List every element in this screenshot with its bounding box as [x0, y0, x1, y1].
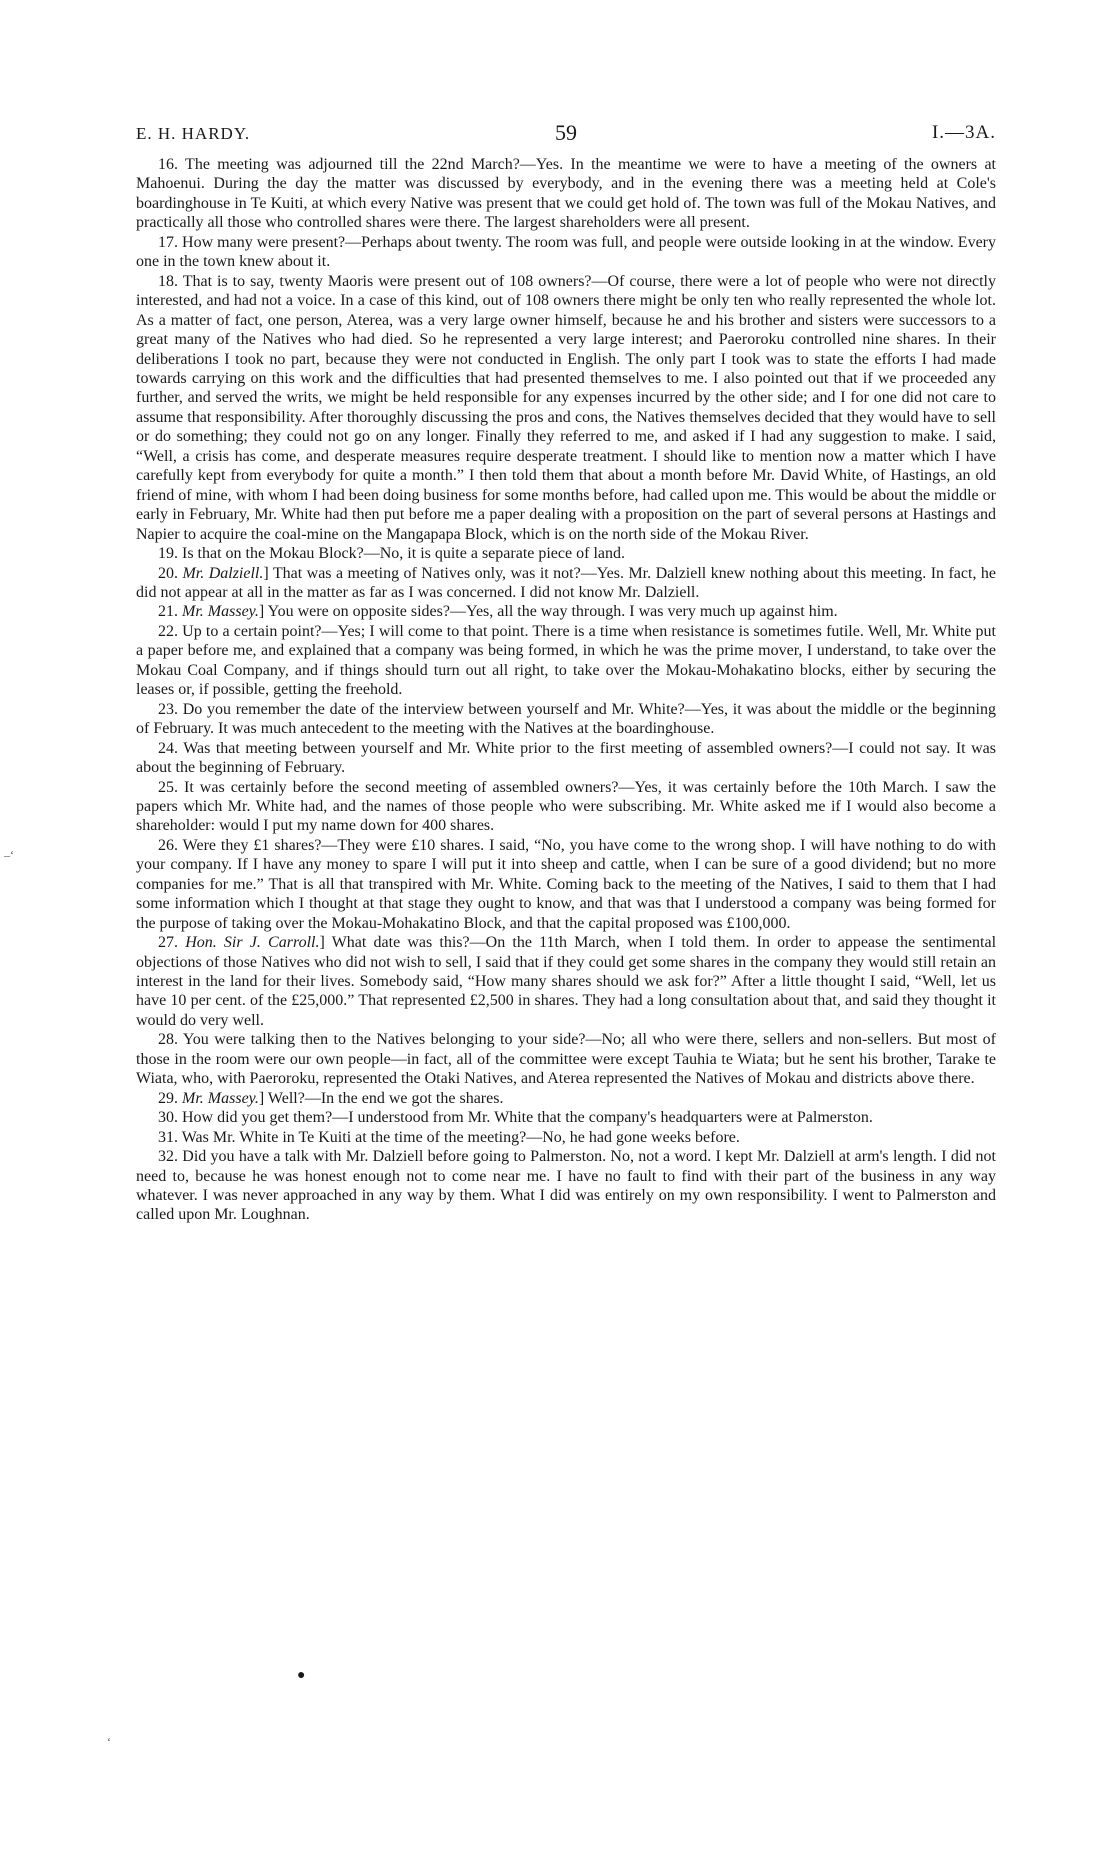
paragraph-30: 30. How did you get them?—I understood from Mr. White that the company's headquarters were at Palmerston.	[158, 1109, 873, 1127]
paragraph-23: 23. Do you remember the date of the interview between yourself and Mr. White?—Yes, it was about the middle or the beginning of February. It was much antecedent to the meeting with the Natives at the boardinghouse.	[136, 700, 996, 738]
paragraph-18: 18. That is to say, twenty Maoris were present out of 108 owners?—Of course, there were a lot of people who were not directly interested, and had not a voice. In a case of this kind, out of 108 owners there might be only ten who really represented the whole lot. As a matter of fact, one person, Aterea, was a very large owner himself, because he and his brother and sisters were successors to a great many of the Natives who had died. So he represented a very large interest; and Paeroroku controlled nine shares. In their deliberations I took no part, because they were not conducted in English. The only part I took was to state the efforts I had made towards carrying on this work and the difficulties that had presented themselves to me. I also pointed out that if we proceeded any further, and served the writs, we might be held responsible for any expenses incurred by the other side; and I for one did not care to assume that responsibility. After thoroughly discussing the pros and cons, the Natives themselves decided that they would have to sell or do something; they could not go on any longer. Finally they referred to me, and asked if I had any suggestion to make. I said, “Well, a crisis has come, and desperate measures require desperate treatment. I should like to mention now a matter which I have carefully kept from everybody for quite a month.” I then told them that about a month before Mr. David White, of Hastings, an old friend of mine, with whom I had been doing business for some months before, had called upon me. This would be about the middle or early in February, Mr. White had then put before me a paper dealing with a proposition on the part of several persons at Hastings and Napier to acquire the coal-mine on the Mangapapa Block, which is on the north side of the Mokau River.	[136, 272, 996, 543]
margin-scan-mark: –‘	[4, 848, 14, 862]
page-header	[136, 120, 996, 148]
paper-reference: I.—3A.	[931, 122, 996, 143]
paragraph-20: 20. Mr. Dalziell.] That was a meeting of Natives only, was it not?—Yes. Mr. Dalziell knew nothing about this meeting. In fact, he did not appear at all in the matter as far as I was concerned. I did not know Mr. Dalziell.	[136, 564, 997, 601]
paragraph-19: 19. Is that on the Mokau Block?—No, it is quite a separate piece of land.	[158, 545, 625, 563]
paragraph-28: 28. You were talking then to the Natives belonging to your side?—No; all who were there, sellers and non-sellers. But most of those in the room were our own people—in fact, all of the committee were except Tauhia te Wiata; but he sent his brother, Tarake te Wiata, who, with Paeroroku, represented the Otaki Natives, and Aterea represented the Natives of Mokau and districts above there.	[136, 1031, 996, 1088]
scan-tick-mark: ‘	[107, 1735, 111, 1749]
paragraph-22: 22. Up to a certain point?—Yes; I will come to that point. There is a time when resistance is sometimes futile. Well, Mr. White put a paper before me, and explained that a company was being formed, in which he was the prime mover, I understand, to take over the Mokau Coal Company, and if things should turn out all right, to take over the Mokau-Mohakatino blocks, either by securing the leases or, if possible, getting the freehold.	[136, 622, 996, 699]
paragraph-29: 29. Mr. Massey.] Well?—In the end we got the shares.	[158, 1089, 504, 1107]
paragraph-17: 17. How many were present?—Perhaps about twenty. The room was full, and people were outside looking in at the window. Every one in the town knew about it.	[136, 233, 996, 271]
paragraph-21: 21. Mr. Massey.] You were on opposite sides?—Yes, all the way through. I was very much up against him.	[158, 603, 838, 621]
page-body	[136, 155, 996, 1225]
paragraph-27: 27. Hon. Sir J. Carroll.] What date was this?—On the 11th March, when I told them. In order to appease the sentimental objections of those Natives who did not wish to sell, I said that if they could get some shares in the company they would still retain an interest in the land for their lives. Somebody said, “How many shares should we ask for?” After a little thought I said, “Well, let us have 10 per cent. of the £25,000.” That represented £2,500 in shares. They had a long consultation about that, and said they thought it would do very well.	[136, 934, 997, 1029]
paragraph-25: 25. It was certainly before the second meeting of assembled owners?—Yes, it was certainly before the 10th March. I saw the papers which Mr. White had, and the names of those people who were subscribing. Mr. White asked me if I would also become a shareholder: would I put my name down for 400 shares.	[136, 778, 996, 835]
paragraph-32: 32. Did you have a talk with Mr. Dalziell before going to Palmerston. No, not a word. I kept Mr. Dalziell at arm's length. I did not need to, because he was honest enough not to come near me. I have no fault to find with their part of the business in any way whatever. I was never approached in any way by them. What I did was entirely on my own responsibility. I went to Palmerston and called upon Mr. Loughnan.	[136, 1148, 996, 1224]
paragraph-16: 16. The meeting was adjourned till the 22nd March?—Yes. In the meantime we were to have a meeting of the owners at Mahoenui. During the day the matter was discussed by everybody, and in the evening there was a meeting held at Cole's boardinghouse in Te Kuiti, at which every Native was present that we could get hold of. The town was full of the Mokau Natives, and practically all those who controlled shares were there. The largest shareholders were all present.	[136, 156, 996, 232]
paragraph-24: 24. Was that meeting between yourself and Mr. White prior to the first meeting of assembled owners?—I could not say. It was about the beginning of February.	[136, 739, 996, 777]
witness-name: E. H. HARDY.	[136, 124, 251, 143]
page-number: 59	[555, 120, 577, 145]
paragraph-31: 31. Was Mr. White in Te Kuiti at the time of the meeting?—No, he had gone weeks before.	[158, 1128, 740, 1146]
paragraph-26: 26. Were they £1 shares?—They were £10 shares. I said, “No, you have come to the wrong shop. I will have nothing to do with your company. If I have any money to spare I will put it into sheep and cattle, when I can be sure of a good dividend; but no more companies for me.” That is all that transpired with Mr. White. Coming back to the meeting of the Natives, I said to them that I had some information which I thought at that stage they ought to know, and that was that I understood a company was being formed for the purpose of taking over the Mokau-Mohakatino Block, and that the capital proposed was £100,000.	[136, 836, 996, 932]
scan-dot-mark: ●	[297, 1668, 306, 1683]
